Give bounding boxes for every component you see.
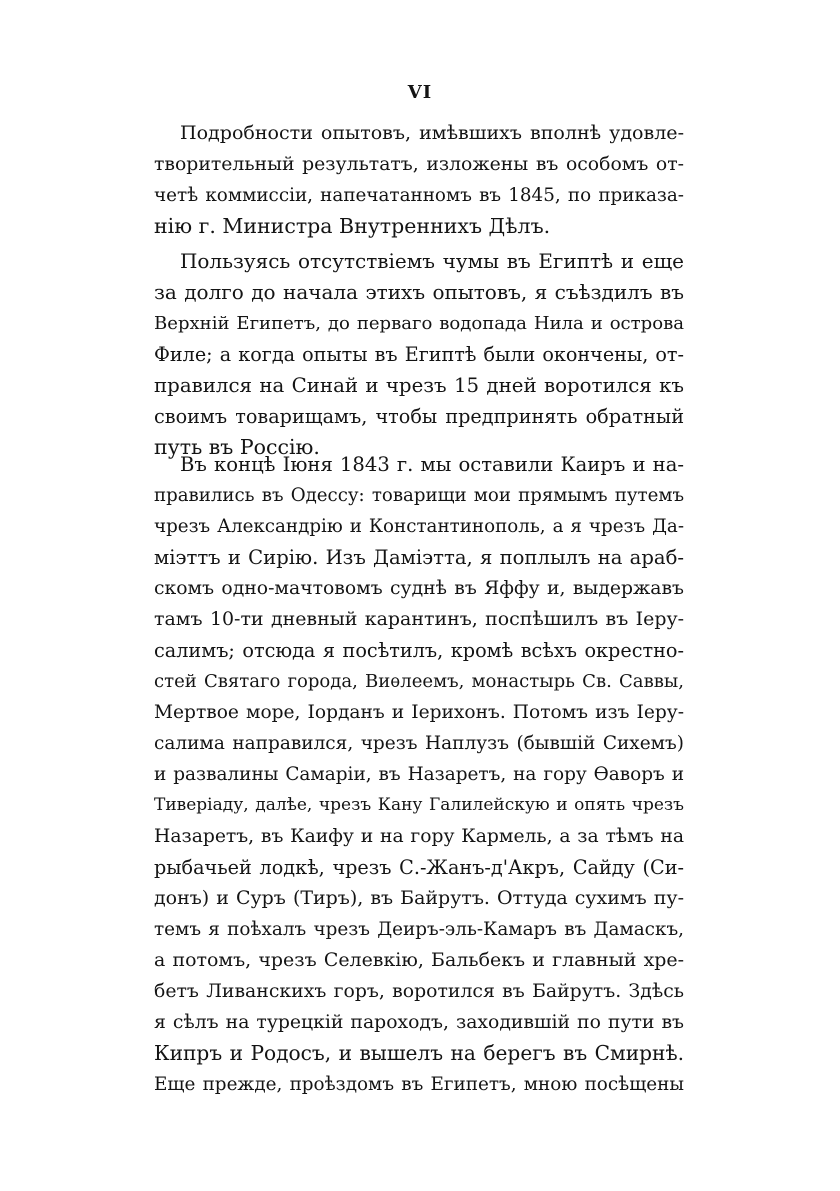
text-line: скомъ одно-мачтовомъ суднѣ въ Яффу и, выдержавъ — [154, 578, 684, 599]
text-line: а потомъ, чрезъ Селевкію, Бальбекъ и главный хре- — [154, 949, 684, 971]
text-line: салима направился, чрезъ Наплузъ (бывшій Сихемъ) — [154, 733, 684, 754]
text-line: путь въ Россію. — [154, 435, 320, 459]
text-line: и развалины Самаріи, въ Назаретъ, на гору Ѳаворъ и — [154, 764, 684, 785]
text-line: Тиверіаду, далѣе, чрезъ Кану Галилейскую и опять чрезъ — [154, 795, 684, 815]
text-line: темъ я поѣхалъ чрезъ Деиръ-эль-Камаръ въ Дамаскъ, — [154, 919, 684, 940]
text-line: творительный результатъ, изложены въ особомъ от- — [154, 154, 684, 175]
text-line: салимъ; отсюда я посѣтилъ, кромѣ всѣхъ окрестно- — [154, 639, 684, 662]
text-line: я сѣлъ на турецкій пароходъ, заходившій по пути въ — [154, 1012, 684, 1033]
text-line: Кипръ и Родосъ, и вышелъ на берегъ въ Смирнѣ. — [154, 1041, 684, 1065]
page-number: VI — [407, 82, 433, 103]
text-line: Мертвое море, Іорданъ и Іерихонъ. Потомъ изъ Іеру- — [154, 702, 684, 723]
text-line: Въ концѣ Іюня 1843 г. мы оставили Каиръ и на- — [180, 453, 684, 476]
text-line: Назаретъ, въ Каифу и на гору Кармель, а за тѣмъ на — [154, 826, 684, 847]
paragraph-2 — [154, 246, 684, 463]
text-line: своимъ товарищамъ, чтобы предпринять обратный — [154, 405, 684, 428]
text-line: Филе; а когда опыты въ Египтѣ были окончены, от- — [154, 343, 684, 366]
text-line: Подробности опытовъ, имѣвшихъ вполнѣ удовле- — [180, 122, 684, 144]
text-line: за долго до начала этихъ опытовъ, я съѣздилъ въ — [154, 280, 684, 304]
text-line: правились въ Одессу: товарищи мои прямымъ путемъ — [154, 485, 684, 506]
text-line: Верхній Египетъ, до перваго водопада Нила и острова — [154, 313, 684, 334]
text-line: тамъ 10-ти дневный карантинъ, поспѣшилъ въ Іеру- — [154, 608, 684, 630]
text-line: правился на Синай и чрезъ 15 дней воротился къ — [154, 374, 684, 397]
text-line: стей Святаго города, Виѳлеемъ, монастырь Св. Саввы, — [154, 671, 684, 692]
text-line: донъ) и Суръ (Тиръ), въ Байрутъ. Оттуда сухимъ пу- — [154, 887, 684, 909]
text-line: рыбачьей лодкѣ, чрезъ С.-Жанъ-д'Акръ, Сайду (Си- — [154, 856, 684, 879]
text-line: нію г. Министра Внутреннихъ Дѣлъ. — [154, 214, 551, 238]
text-line: четѣ коммиссіи, напечатанномъ въ 1845, по приказа- — [154, 185, 684, 206]
paragraph-1 — [154, 118, 684, 242]
paragraph-3 — [154, 449, 684, 1100]
text-line: бетъ Ливанскихъ горъ, воротился въ Байрутъ. Здѣсь — [154, 981, 684, 1002]
text-line: міэттъ и Сирію. Изъ Даміэтта, я поплылъ на араб- — [154, 546, 684, 569]
text-line: Еще прежде, проѣздомъ въ Египетъ, мною посѣщены — [154, 1074, 684, 1095]
text-line: Пользуясь отсутствіемъ чумы въ Египтѣ и еще — [180, 249, 684, 273]
text-line: чрезъ Александрію и Константинополь, а я чрезъ Да- — [154, 516, 684, 537]
